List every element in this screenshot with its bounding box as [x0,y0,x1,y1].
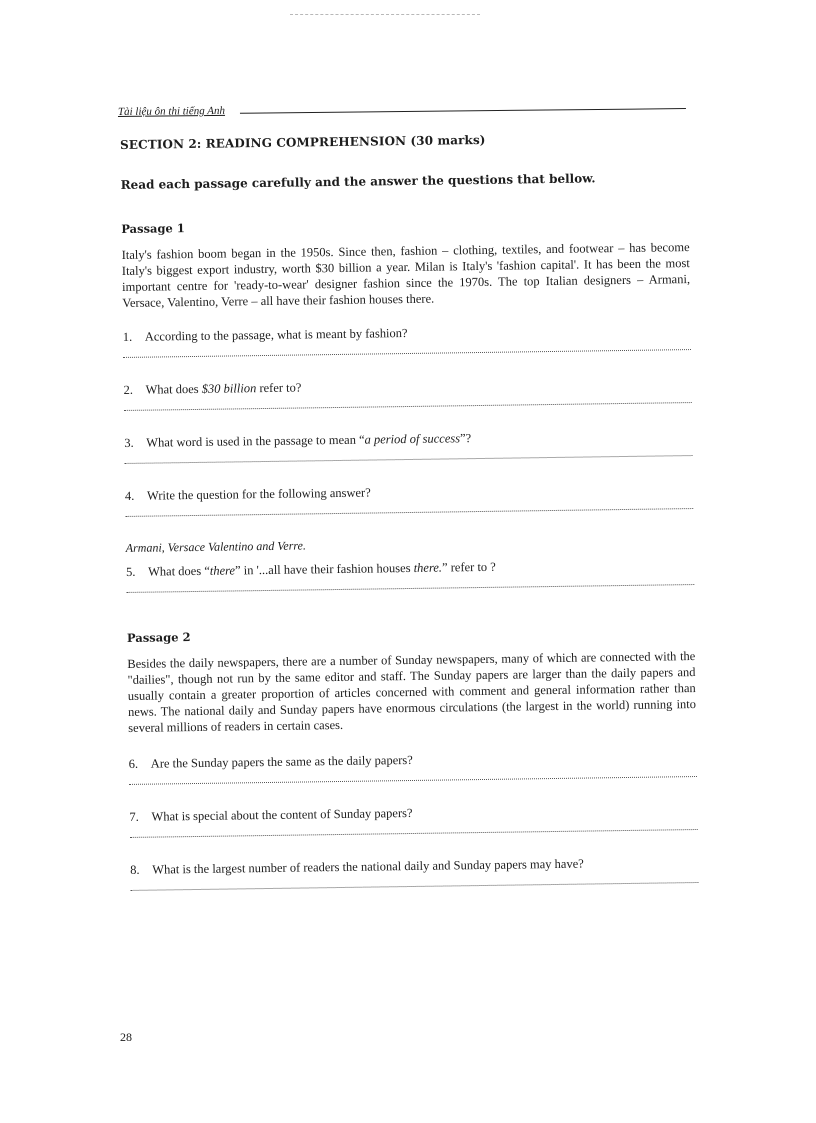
question-number: 8. [130,862,140,877]
question-number: 1. [122,329,133,344]
header-text: Tài liệu ôn thi tiếng Anh [117,104,226,118]
question-text-italic: $30 billion [201,381,257,396]
question-text-after: refer to? [256,380,302,396]
passage2-title: Passage 2 [126,630,191,645]
question-text: According to the passage, what is meant by fashion? [144,326,408,344]
top-dashes [290,14,480,15]
question-number: 3. [124,435,134,450]
question-text-before: What word is used in the passage to mean “ [146,432,365,450]
passage1-title: Passage 1 [121,221,185,236]
question-number: 4. [124,488,135,503]
question-text-after: ”? [459,431,472,446]
question-text: What is the largest number of readers the national daily and Sunday papers may have? [152,856,584,877]
question-text-before: What does [145,381,202,397]
passage2-text: Besides the daily newspapers, there are a number of Sunday newspapers, many of which are connected with the "dailies", though not run by the same editor and staff. The Sunday papers are larger than the daily papers and usually contain a greater proportion of articles concerned with comment and general information rather than news. The national daily and Sunday papers have enormous circulations (the largest in the world) running into several millions of readers in certain cases. [127,649,697,735]
question-text: Are the Sunday papers the same as the daily papers? [150,752,413,771]
passage1-text: Italy's fashion boom began in the 1950s. Since then, fashion – clothing, textiles, and footwear – has become Italy's biggest export industry, worth $30 billion a year. Milan is Italy's 'fashion capital'. It has been the most important centre for 'ready-to-wear' designer fashion since the 1970s. The top Italian designers – Armani, Versace, Valentino, Verre – all have their fashion houses there. [121,240,691,310]
question-text: Write the question for the following answer? [146,485,371,503]
page-header [118,92,686,118]
header-rule [240,108,686,114]
question-number: 2. [123,382,133,397]
question-text: What is special about the content of Sunday papers? [151,805,413,824]
question-number: 5. [125,564,136,579]
given-answer: Armani, Versace Valentino and Verre. [125,538,307,555]
section-title: SECTION 2: READING COMPREHENSION (30 marks) [120,132,486,152]
question-number: 7. [129,809,139,824]
question-text-italic-2: there. [413,560,443,575]
question-text-after: ” refer to ? [441,559,496,575]
question-text-italic: a period of success [364,431,461,447]
question-text-before: What does “ [147,563,210,579]
page-number: 28 [120,1030,132,1044]
instruction: Read each passage carefully and the answer the questions that bellow. [120,171,596,192]
question-text-middle: ” in '...all have their fashion houses [234,560,414,578]
question-text-italic: there [209,563,236,578]
question-number: 6. [128,756,139,771]
content [120,130,699,915]
